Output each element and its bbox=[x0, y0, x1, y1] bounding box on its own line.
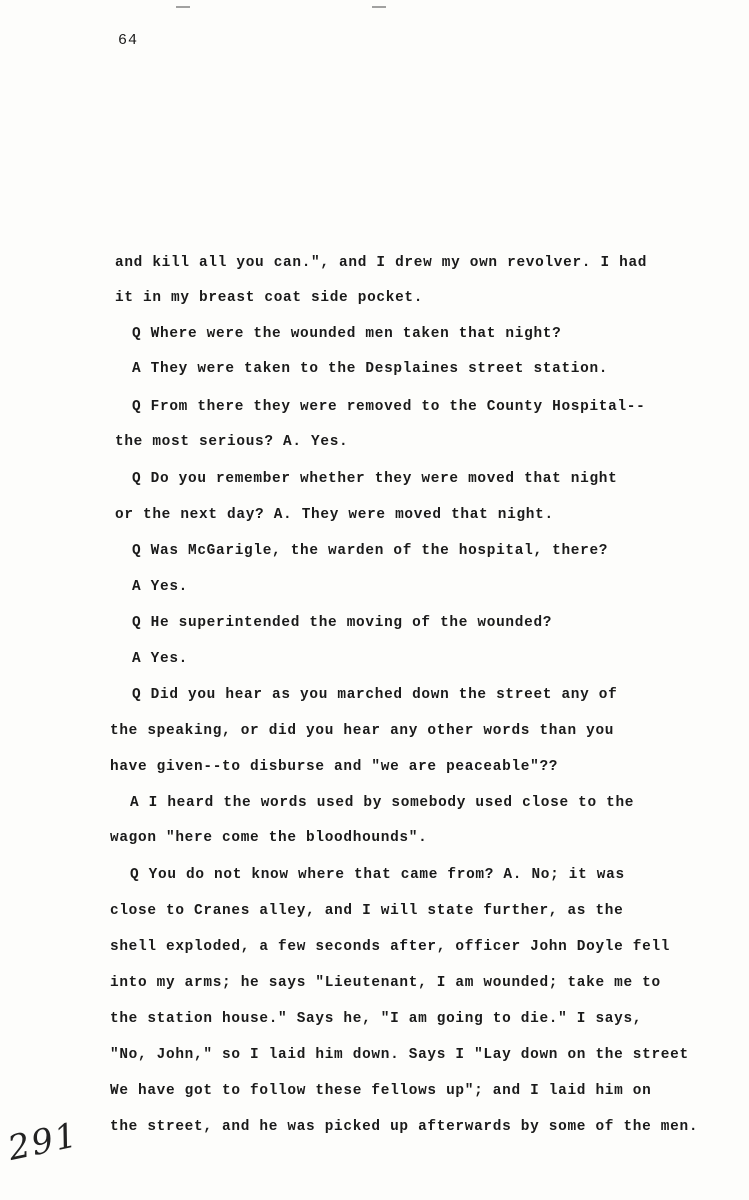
top-smudge-mark-right bbox=[372, 6, 386, 8]
text-line: the station house." Says he, "I am going to die." I says, bbox=[110, 1011, 643, 1027]
text-line: or the next day? A. They were moved that night. bbox=[115, 507, 554, 523]
text-line: Q Did you hear as you marched down the street any of bbox=[132, 687, 618, 703]
text-line: have given--to disburse and "we are peaceable"?? bbox=[110, 759, 559, 775]
text-line: Q Where were the wounded men taken that night? bbox=[132, 326, 562, 342]
text-line: the street, and he was picked up afterwards by some of the men. bbox=[110, 1119, 699, 1135]
text-line: it in my breast coat side pocket. bbox=[115, 290, 424, 306]
text-line: We have got to follow these fellows up"; and I laid him on bbox=[110, 1083, 652, 1099]
text-line: wagon "here come the bloodhounds". bbox=[110, 830, 428, 846]
top-smudge-mark-left bbox=[176, 6, 190, 8]
text-line: A Yes. bbox=[132, 651, 189, 667]
page-number: 64 bbox=[118, 32, 139, 49]
handwritten-page-mark: 291 bbox=[4, 1115, 83, 1169]
text-line: the most serious? A. Yes. bbox=[115, 434, 349, 450]
text-line: A Yes. bbox=[132, 579, 189, 595]
text-line: Q You do not know where that came from? A. No; it was bbox=[130, 867, 625, 883]
text-line: close to Cranes alley, and I will state further, as the bbox=[110, 903, 624, 919]
text-line: A They were taken to the Desplaines street station. bbox=[132, 361, 609, 377]
text-line: into my arms; he says "Lieutenant, I am wounded; take me to bbox=[110, 975, 661, 991]
text-line: and kill all you can.", and I drew my own revolver. I had bbox=[115, 255, 648, 271]
text-line: A I heard the words used by somebody used close to the bbox=[130, 795, 635, 811]
text-line: Q From there they were removed to the County Hospital-- bbox=[132, 399, 646, 415]
text-line: Q He superintended the moving of the wounded? bbox=[132, 615, 553, 631]
text-line: Q Was McGarigle, the warden of the hospital, there? bbox=[132, 543, 609, 559]
text-line: the speaking, or did you hear any other words than you bbox=[110, 723, 615, 739]
text-line: "No, John," so I laid him down. Says I "Lay down on the street bbox=[110, 1047, 689, 1063]
text-line: Q Do you remember whether they were moved that night bbox=[132, 471, 618, 487]
text-line: shell exploded, a few seconds after, officer John Doyle fell bbox=[110, 939, 671, 955]
